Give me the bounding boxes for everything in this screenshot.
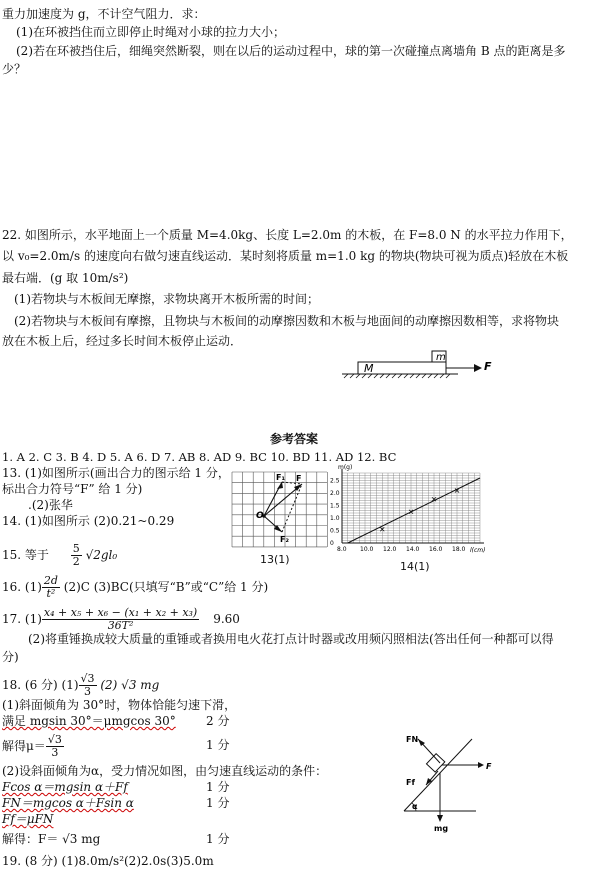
- a15-num: 5: [72, 542, 80, 555]
- a18-prefix: 18. (6 分) (1): [2, 678, 79, 692]
- chart-x-tick-label: 10.0: [360, 546, 374, 553]
- chart-y-tick-label: 0: [330, 540, 334, 547]
- a16: [2, 575, 268, 600]
- a13-line1: 13. (1)如图所示(画出合力的图示给 1 分，: [2, 466, 230, 480]
- q22-line3: 最右端．(g 取 10m/s²): [2, 271, 129, 285]
- fig13-caption: 13(1): [260, 553, 290, 566]
- a16-post: (2)C (3)BC(只填写“B”或“C”给 1 分): [59, 580, 269, 594]
- q22-part2a: (2)若物块与木板间有摩擦，且物块与木板间的动摩擦因数和木板与地面间的动摩擦因数相等，求将物块: [14, 314, 560, 328]
- a18-step3-num: √3: [47, 733, 62, 746]
- a15-den: 2: [72, 555, 80, 568]
- a18-step8: 解得：F＝ √3 mg: [2, 832, 101, 846]
- a18: [2, 673, 159, 698]
- a18-step3-den: 3: [51, 746, 59, 759]
- chart-x-tick-label: 8.0: [337, 546, 347, 553]
- a13-line2: 标出合力符号“F” 给 1 分): [2, 482, 143, 496]
- a17-part2a: (2)将重锤换成较大质量的重锤或者换用电火花打点计时器或改用频闪照相法(答出任何一种都可以得: [28, 632, 554, 646]
- label-Ff: Ff: [406, 778, 415, 787]
- a15: [2, 543, 117, 568]
- a16-prefix: 16. (1): [2, 580, 42, 594]
- a18-step5-score: 1 分: [206, 780, 230, 794]
- chart-ylabel: m(g): [338, 464, 353, 471]
- q-prev-part2b: 少？: [2, 62, 27, 76]
- a16-den: t²: [46, 587, 56, 600]
- a15-root: √2gl₀: [85, 548, 118, 562]
- label-M: M: [364, 362, 374, 375]
- a13-line3: .(2)张华: [28, 498, 73, 512]
- label-F2: F₂: [280, 535, 289, 544]
- a17-den: 36T²: [107, 619, 134, 632]
- chart-x-tick-label: 16.0: [429, 546, 443, 553]
- a18-step2: [2, 713, 176, 729]
- label-F: F: [486, 762, 492, 771]
- label-FN: FN: [406, 735, 419, 744]
- label-O: O: [256, 511, 264, 521]
- a18-step2-text: 满足 mgsin 30°＝μmgcos 30°: [2, 714, 176, 728]
- a18-step7: [2, 811, 53, 827]
- label-F: F: [484, 360, 492, 373]
- a18-step7-text: Ff＝μFN: [2, 812, 54, 826]
- chart-y-tick-label: 2.5: [330, 477, 340, 485]
- a17-value: 9.60: [213, 612, 240, 626]
- q-prev-part2a: (2)若在环被挡住后，细绳突然断裂，则在以后的运动过程中，球的第一次碰撞点离墙角 B 点的距离是多: [16, 44, 566, 58]
- chart-grid: [342, 473, 480, 543]
- chart-xlabel: l(cm): [470, 547, 486, 554]
- a18-step8-score: 1 分: [206, 832, 230, 846]
- q22-line1: 22. 如图所示，水平地面上一个质量 M=4.0kg、长度 L=2.0m 的木板，在 F=8.0 N 的水平拉力作用下，: [2, 228, 573, 242]
- q22-part2b: 放在木板上后，经过多长时间木板停止运动．: [2, 334, 243, 348]
- label-F1: F₁: [276, 473, 285, 482]
- label-mg: mg: [434, 824, 449, 833]
- board-block-figure: [338, 348, 498, 384]
- choice-answers: 1. A 2. C 3. B 4. D 5. A 6. D 7. AB 8. AD 9. BC 10. BD 11. AD 12. BC: [2, 450, 397, 464]
- q-prev-intro: 重力加速度为 g，不计空气阻力．求：: [2, 7, 206, 21]
- a16-num: 2d: [43, 574, 58, 587]
- a18-step6-text: FN＝mgcos α＋Fsin α: [2, 796, 134, 810]
- a18-step2-score: 2 分: [206, 714, 230, 728]
- a18-step3-score: 1 分: [206, 738, 230, 752]
- label-m: m: [436, 352, 446, 363]
- q22-part1: (1)若物块与木板间无摩擦，求物块离开木板所需的时间；: [14, 292, 320, 306]
- label-F: F: [296, 474, 302, 483]
- a17-num: x₄ + x₅ + x₆ − (x₁ + x₂ + x₃): [43, 606, 198, 619]
- label-alpha: α: [412, 802, 418, 811]
- a17: [2, 607, 240, 632]
- fig18-incline-figure: [398, 733, 508, 833]
- a19: 19. (8 分) (1)8.0m/s²(2)2.0s(3)5.0m: [2, 854, 214, 868]
- chart-y-tick-label: 0.5: [330, 527, 340, 535]
- chart-y-tick-label: 1.0: [330, 515, 340, 522]
- fig14-caption: 14(1): [400, 560, 430, 573]
- fig14-chart: [330, 463, 490, 558]
- a17-prefix: 17. (1): [2, 612, 42, 626]
- q-prev-part1: (1)在环被挡住而立即停止时绳对小球的拉力大小；: [16, 25, 285, 39]
- a18-den: 3: [84, 685, 92, 698]
- a18-step6: [2, 795, 134, 811]
- chart-x-tick-label: 14.0: [406, 546, 420, 553]
- q22-line2: 以 v₀=2.0m/s 的速度向右做匀速直线运动．某时刻将质量 m=1.0 kg 的物块(物块可视为质点)轻放在木板: [2, 249, 569, 263]
- a18-step6-score: 1 分: [206, 796, 230, 810]
- chart-x-tick-label: 12.0: [383, 546, 397, 553]
- a18-step5: [2, 779, 128, 795]
- a18-step1: (1)斜面倾角为 30°时，物体恰能匀速下滑，: [2, 698, 237, 712]
- a17-part2b: 分): [2, 650, 19, 664]
- a18-step4: (2)设斜面倾角为α，受力情况如图，由匀速直线运动的条件：: [2, 764, 328, 778]
- answers-title: 参考答案: [270, 432, 319, 446]
- a18-step3: [2, 734, 64, 759]
- a18-post: (2) √3 mg: [96, 678, 160, 692]
- chart-y-tick-label: 1.5: [330, 502, 340, 510]
- a18-num: √3: [80, 672, 95, 685]
- a18-step5-text: Fcos α＝mgsin α＋Ff: [2, 780, 128, 794]
- a14: 14. (1)如图所示 (2)0.21~0.29: [2, 514, 175, 528]
- chart-y-tick-label: 2.0: [330, 490, 340, 497]
- a15-prefix: 15. 等于: [2, 548, 49, 562]
- chart-x-tick-label: 18.0: [452, 546, 466, 553]
- a18-step3-prefix: 解得μ＝: [2, 739, 46, 753]
